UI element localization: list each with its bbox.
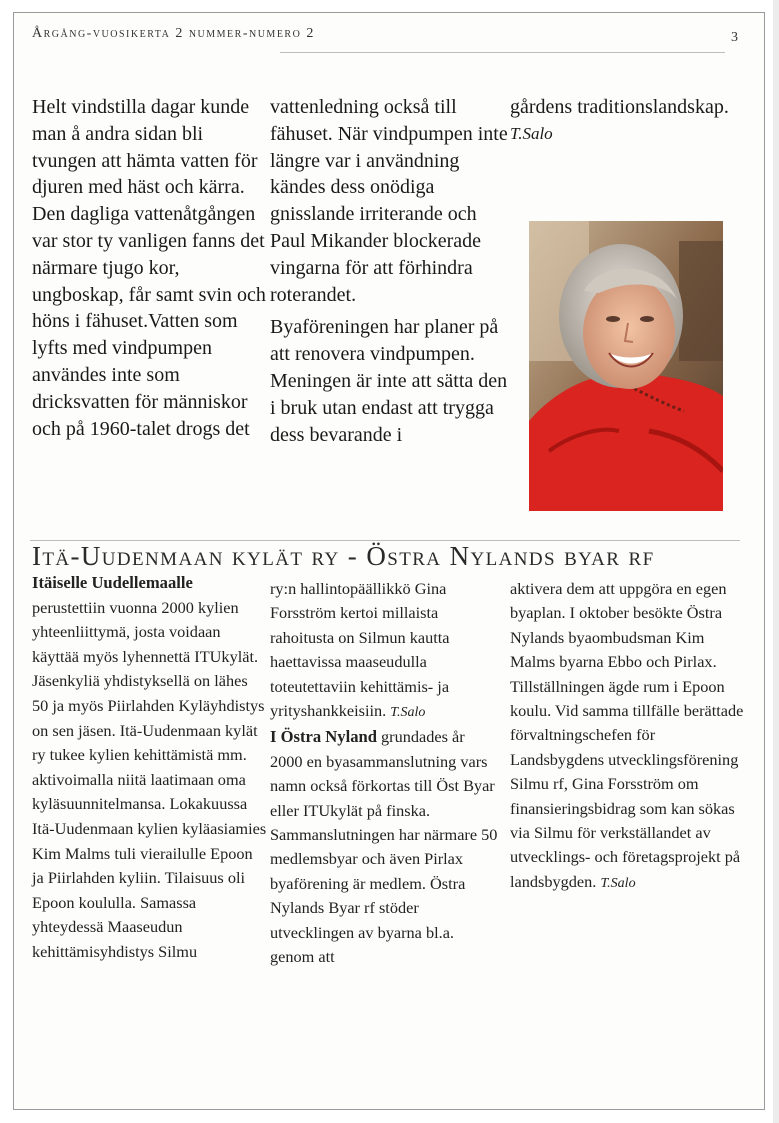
paragraph-text: ry:n hallintopäällikkö Gina Forsström kertoi millaista rahoitusta on Silmun kautta haettavissa maaseudulla toteutettaviin kehittämis- ja yrityshankkeisiin. bbox=[270, 579, 450, 721]
paragraph-text: grundades år 2000 en byasammanslutning vars namn också förkortas till Öst Byar eller ITUkylät på finska. Sammanslutningen har närmare 50 medlemsbyar och även Pirlax byaförening är medlem. Östra Nylands Byar rf stöder utvecklingen av byarna bl.a. genom att bbox=[270, 727, 498, 967]
running-header bbox=[32, 26, 315, 42]
section-column-3 bbox=[510, 577, 745, 896]
page-number: 3 bbox=[731, 30, 738, 45]
article-paragraph: vattenledning också till fähuset. När vindpumpen inte längre var i användning kändes dess onödiga gnisslande irriterande och Paul Mikander blockerade vingarna för att förhindra roterandet. bbox=[270, 96, 508, 306]
article-column-2 bbox=[270, 94, 510, 448]
section-paragraph bbox=[270, 725, 500, 969]
section-paragraph bbox=[270, 577, 500, 725]
author-signature: T.Salo bbox=[600, 875, 636, 891]
paragraph-text: perustettiin vuonna 2000 kylien yhteenliittymä, josta voidaan käyttää myös lyhennettä ITUkylät. Jäsenkyliä yhdistyksellä on lähes 50 ja myös Piirlahden Kyläyhdistys on sen jäsen. Itä-Uudenmaan kylät ry tukee kylien kehittämistä mm. aktivoimalla niitä laatimaan oma kyläsuunnitelmansa. Lokakuussa Itä-Uudenmaan kylien kyläasiamies Kim Malms tuli vierailulle Epoon ja Piirlahden kyliin. Tilaisuus oli Epoon koululla. Samassa yhteydessä Maaseudun kehittämisyhdistys Silmu bbox=[32, 597, 267, 961]
article-column-3 bbox=[510, 94, 730, 148]
section-paragraph bbox=[510, 577, 745, 896]
section-paragraph bbox=[32, 571, 268, 965]
article-column-1 bbox=[32, 94, 267, 442]
portrait-photo-icon bbox=[529, 221, 723, 511]
article-paragraph: Helt vindstilla dagar kunde man å andra sidan bli tvungen att hämta vatten för djuren med häst och kärra. Den dagliga vattenåtgången var stor ty vanligen fanns det närmare tjugo kor, ungboskap, får samt svin och höns i fähuset.Vatten som lyfts med vindpumpen användes inte som dricksvatten för människor och på 1960-talet drogs det bbox=[32, 96, 266, 440]
header-rule bbox=[280, 52, 725, 53]
section-column-1 bbox=[32, 571, 268, 965]
section-title: Itä-Uudenmaan kylät ry - Östra Nylands byar rf bbox=[32, 541, 655, 571]
running-title: Årgång-vuosikerta 2 nummer-numero 2 bbox=[32, 26, 315, 41]
scan-edge bbox=[773, 0, 779, 1123]
author-signature: T.Salo bbox=[390, 705, 426, 721]
lead-in: I Östra Nyland bbox=[270, 727, 377, 747]
paragraph-text: aktivera dem att uppgöra en egen byaplan. I oktober besökte Östra Nylands byaombudsman Kim Malms byarna Ebbo och Pirlax. Tillställningen ägde rum i Epoon koulu. Vid samma tillfälle berättade förvaltningschefen för Landsbygdens utvecklingsförening Silmu rf, Gina Forsström om finansieringsbidrag som kan sökas via Silmu för verkställandet av utvecklings- och företagsprojekt på landsbygden. bbox=[510, 579, 744, 891]
lead-in: Itäiselle Uudellemaalle bbox=[32, 573, 193, 592]
article-paragraph: Byaföreningen har planer på att renovera vindpumpen. Meningen är inte att sätta den i bruk utan endast att trygga dess bevarande i bbox=[270, 316, 508, 446]
author-signature: T.Salo bbox=[510, 123, 553, 143]
section-column-2 bbox=[270, 577, 500, 970]
article-paragraph: gårdens traditionslandskap. bbox=[510, 96, 729, 118]
